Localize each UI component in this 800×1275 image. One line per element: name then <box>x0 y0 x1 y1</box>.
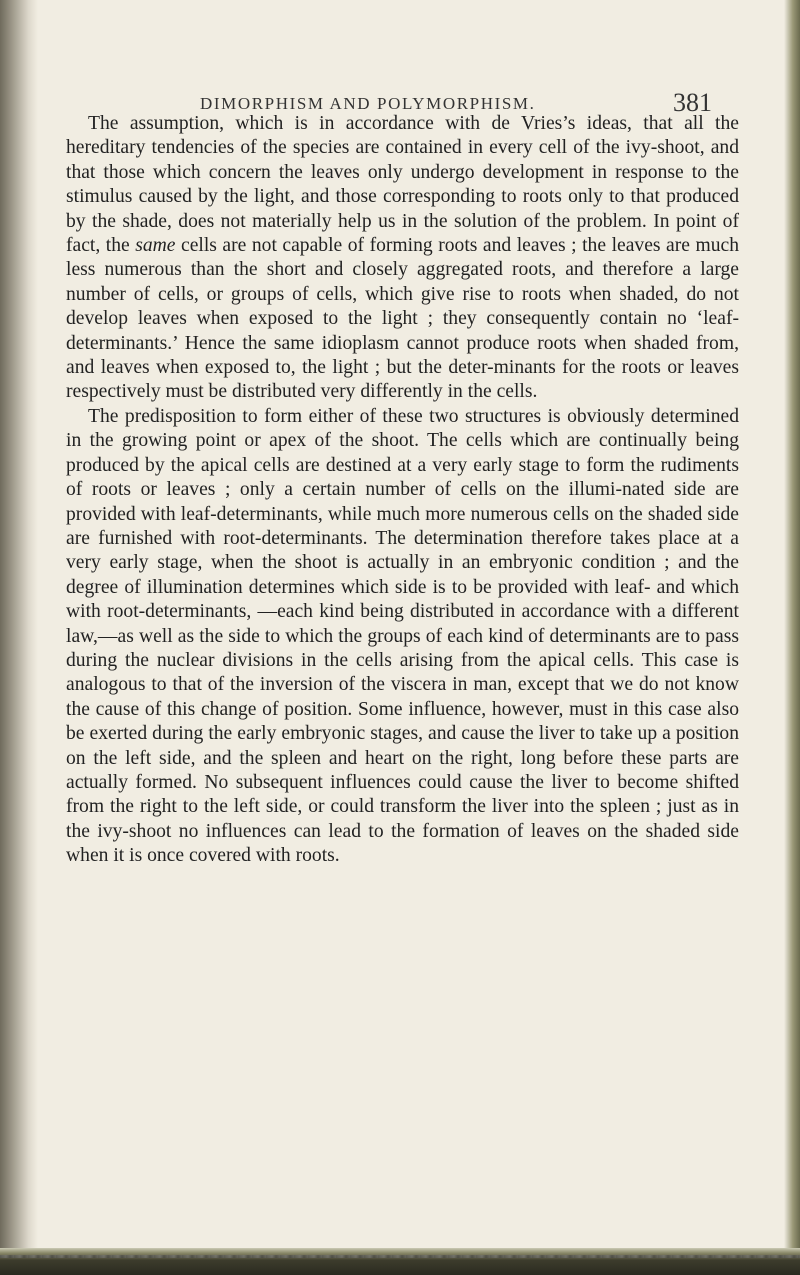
page-edge-shadow <box>784 0 800 1275</box>
paragraph-1-before: The assumption, which is in accordance with de Vries’s ideas, that all the hereditary tendencies of the species are contained in every cell of the ivy-shoot, and that those which concern the leaves only undergo development in response to the stimulus caused by the light, and those corresponding to roots only to that produced by the shade, does not materially help us in the solution of the problem. In point of fact, the <box>66 113 739 257</box>
scan-bottom-edge <box>0 1248 800 1275</box>
page-number: 381 <box>673 88 712 117</box>
paragraph-2-text: The predisposition to form either of these two structures is obviously determined in the growing point or apex of the shoot. The cells which are continually being produced by the apical cells are destined at a very early stage to form the rudiments of roots or leaves ; only a certain number of cells on the illumi-nated side are provided with leaf-determinants, while much more numerous cells on the shaded side are furnished with root-determinants. The determination therefore takes place at a very early stage, when the shoot is actually in an embryonic condition ; and the degree of illumination determines which side is to be provided with leaf- and which with root-determinants, —each kind being distributed in accordance with a different law,—as well as the side to which the groups of each kind of determinants are to pass during the nuclear divisions in the cells arising from the apical cells. This case is analogous to that of the inversion of the viscera in man, except that we do not know the cause of this change of position. Some influence, however, must in this case also be exerted during the early embryonic stages, and cause the liver to take up a position on the left side, and the spleen and heart on the right, long before these parts are actually formed. No subsequent influences could cause the liver to become shifted from the right to the left side, or could transform the liver into the spleen ; just as in the ivy-shoot no influences can lead to the formation of leaves on the shaded side when it is once covered with roots. <box>66 405 739 867</box>
paragraph-1-emphasis: same <box>135 235 176 257</box>
page-gutter-shadow <box>0 0 38 1275</box>
page-header <box>0 58 800 117</box>
paragraph-1-after: cells are not capable of forming roots and leaves ; the leaves are much less numerous than the short and closely aggregated roots, and therefore a large number of cells, or groups of cells, which give rise to roots when shaded, do not develop leaves when exposed to the light ; they consequently contain no ‘leaf-determinants.’ Hence the same idioplasm cannot produce roots when shaded from, and leaves when exposed to, the light ; but the deter-minants for the roots or leaves respectively must be distributed very differently in the cells. <box>66 235 739 403</box>
body-text <box>66 112 739 869</box>
paragraph-1 <box>66 112 739 405</box>
paragraph-2 <box>66 405 739 869</box>
running-head: DIMORPHISM AND POLYMORPHISM. <box>200 94 536 113</box>
paragraph-1-text <box>66 112 739 405</box>
